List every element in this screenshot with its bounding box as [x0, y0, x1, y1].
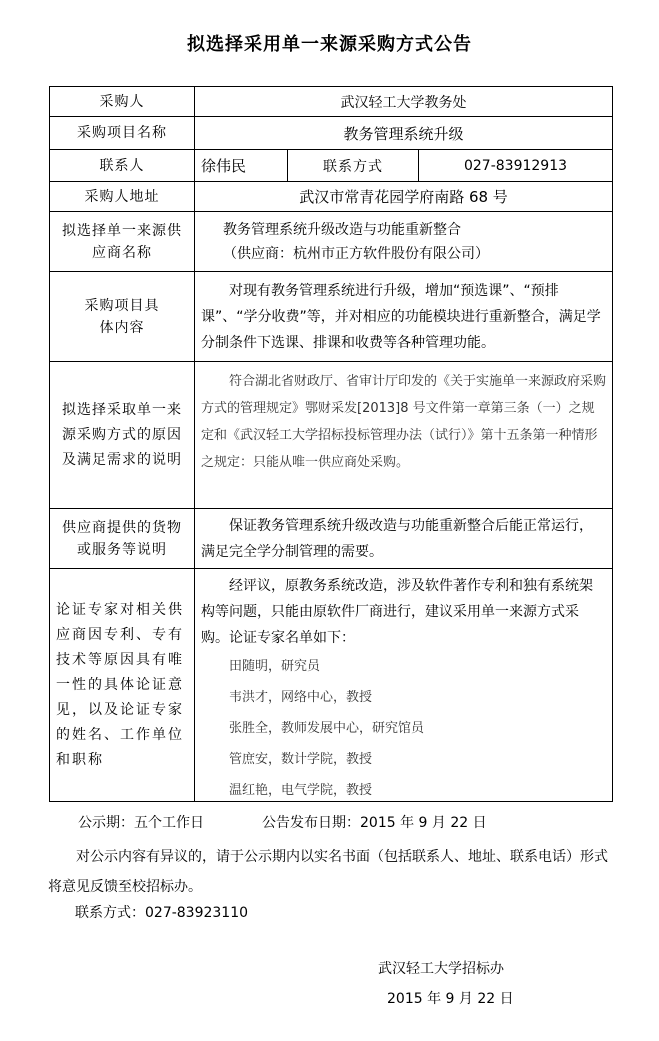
contact-info: 联系方式：027-83923110 [75, 905, 249, 921]
table-row [50, 212, 612, 272]
expert-item: 管庶安，数计学院，教授 [229, 752, 373, 767]
row-label: 采购人 [50, 87, 195, 116]
goods-description: 保证教务管理系统升级改造与功能重新整合后能正常运行，满足完全学分制管理的需要。 [201, 518, 593, 560]
row-label: 供应商提供的货物或服务等说明 [50, 509, 195, 568]
expert-item: 韦洪才，网络中心，教授 [229, 690, 373, 705]
signing-org: 武汉轻工大学招标办 [378, 961, 504, 977]
table-row [50, 569, 612, 801]
contact-method-label: 联系方式 [288, 150, 419, 181]
row-value [195, 569, 612, 801]
expert-item: 温红艳，电气学院，教授 [229, 783, 373, 798]
row-value: 教务管理系统升级 [343, 124, 464, 143]
table-row [50, 272, 612, 362]
contact-phone: 027-83912913 [463, 157, 568, 174]
row-label: 拟选择采取单一来源采购方式的原因及满足需求的说明 [50, 362, 195, 508]
row-label: 采购项目名称 [50, 117, 195, 149]
table-row [50, 509, 612, 569]
table-row [50, 182, 612, 212]
supplier-project: 教务管理系统升级改造与功能重新整合 [223, 222, 461, 238]
row-label: 采购项目具体内容 [50, 272, 195, 361]
expert-opinion: 经评议，原教务系统改造，涉及软件著作专利和独有系统架构等问题，只能由原软件厂商进行，建议采用单一来源方式采购。论证专家名单如下： [201, 578, 593, 646]
project-content: 对现有教务管理系统进行升级，增加“预选课”、“预排课”、“学分收费”等，并对相应的功能模块进行重新整合，满足学分制条件下选课、排课和收费等各种管理功能。 [201, 283, 601, 351]
row-value [195, 212, 612, 271]
signing-date: 2015 年 9 月 22 日 [387, 991, 514, 1007]
row-value [195, 509, 612, 568]
row-value: 武汉轻工大学教务处 [340, 94, 467, 111]
table-row [50, 117, 612, 150]
row-value: 武汉市常青花园学府南路 68 号 [299, 188, 508, 206]
row-value [195, 362, 612, 508]
row-label: 拟选择单一来源供应商名称 [50, 212, 195, 271]
table-row [50, 150, 612, 182]
contact-person: 徐伟民 [195, 150, 288, 181]
publish-date: 公告发布日期：2015 年 9 月 22 日 [262, 815, 487, 831]
expert-item: 田随明，研究员 [229, 659, 321, 674]
row-label: 采购人地址 [50, 182, 195, 211]
row-value [195, 272, 612, 361]
row-label: 联系人 [50, 150, 195, 181]
objection-notice: 对公示内容有异议的，请于公示期内以实名书面（包括联系人、地址、联系电话）形式将意见反馈至校招标办。 [48, 849, 608, 895]
supplier-name: （供应商：杭州市正方软件股份有限公司） [223, 246, 489, 262]
reason-text: 符合湖北省财政厅、省审计厅印发的《关于实施单一来源政府采购方式的管理规定》鄂财采发[2013]8 号文件第一章第三条（一）之规定和《武汉轻工大学招标投标管理办法（试行）》第十五条第一种情形之规定：只能从唯一供应商处采购。 [201, 374, 607, 470]
table-row [50, 362, 612, 509]
row-label: 论证专家对相关供应商因专利、专有技术等原因具有唯一性的具体论证意见，以及论证专家的姓名、工作单位和职称 [50, 569, 195, 801]
notice-period: 公示期：五个工作日 [78, 815, 204, 831]
announcement-table [49, 86, 613, 802]
page-title: 拟选择采用单一来源采购方式公告 [187, 34, 472, 55]
expert-item: 张胜全，教师发展中心，研究馆员 [229, 721, 425, 736]
table-row [50, 87, 612, 117]
